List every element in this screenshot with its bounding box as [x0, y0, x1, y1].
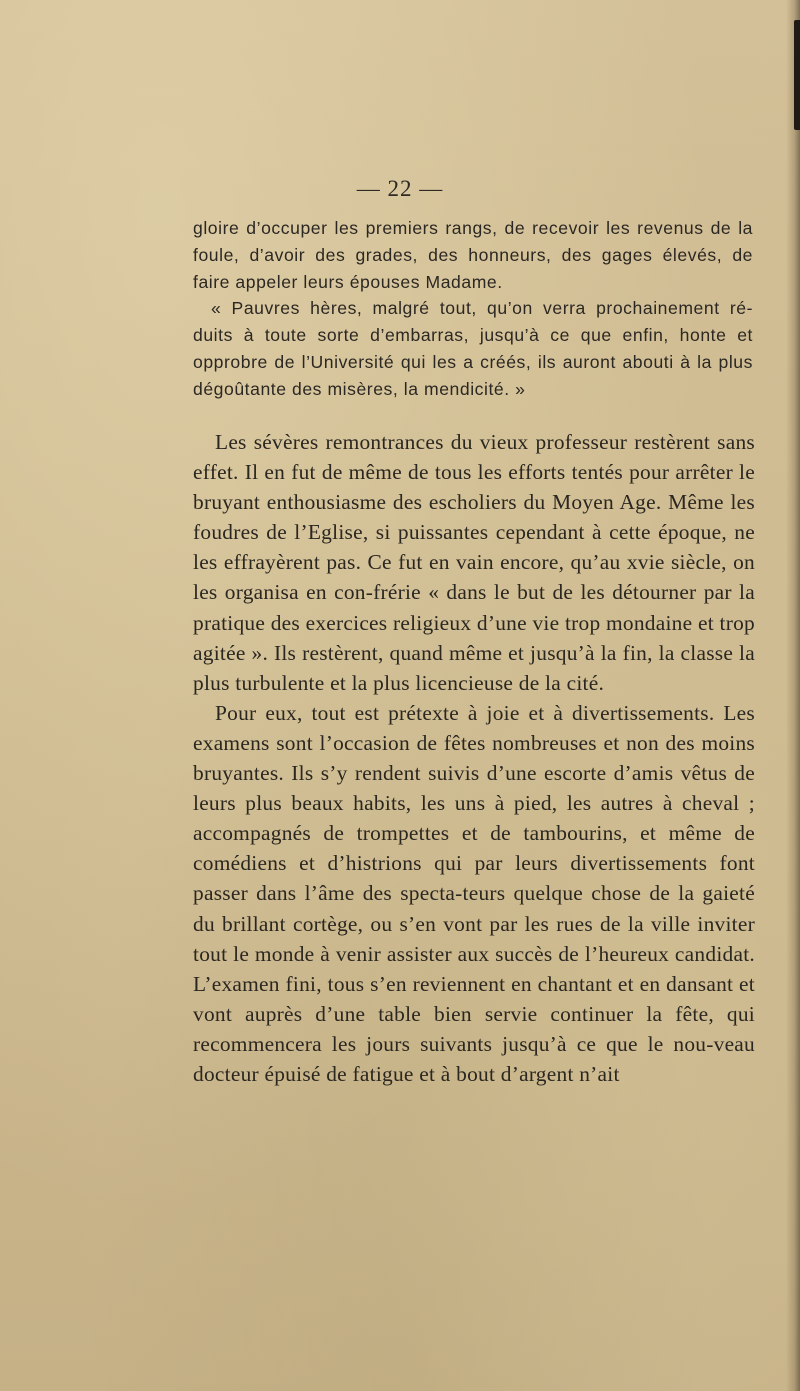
main-text	[193, 427, 755, 1089]
page-edge-shadow	[786, 0, 800, 1391]
quote-paragraph-1: gloire d’occuper les premiers rangs, de recevoir les revenus de la foule, d’avoir des grades, des honneurs, des gages élevés, de faire appeler leurs épouses Madame.	[193, 218, 753, 292]
body-paragraph-1: Les sévères remontrances du vieux professeur restèrent sans effet. Il en fut de même de tous les efforts tentés pour arrêter le bruyant enthousiasme des escholiers du Moyen Age. Même les foudres de l’Eglise, si puissantes cependant à cette époque, ne les effrayèrent pas. Ce fut en vain encore, qu’au xvie siècle, on les organisa en con-frérie « dans le but de les détourner par la pratique des exercices religieux d’une vie trop mondaine et trop agitée ». Ils restèrent, quand même et jusqu’à la fin, la classe la plus turbulente et la plus licencieuse de la cité.	[193, 430, 755, 695]
page-number: — 22 —	[356, 176, 444, 201]
body-paragraph-2: Pour eux, tout est prétexte à joie et à divertissements. Les examens sont l’occasion de fêtes nombreuses et non des moins bruyantes. Ils s’y rendent suivis d’une escorte d’amis vêtus de leurs plus beaux habits, les uns à pied, les autres à cheval ; accompagnés de trompettes et de tambourins, et même de comédiens et d’histrions qui par leurs divertissements font passer dans l’âme des specta-teurs quelque chose de la gaieté du brillant cortège, ou s’en vont par les rues de la ville inviter tout le monde à venir assister aux succès de l’heureux candidat. L’examen fini, tous s’en reviennent en chantant et en dansant et vont auprès d’une table bien servie continuer la fête, qui recommencera les jours suivants jusqu’à ce que le nou-veau docteur épuisé de fatigue et à bout d’argent n’ait	[193, 700, 755, 1086]
quote-block	[193, 215, 753, 403]
binding-mark	[794, 20, 800, 130]
quote-paragraph-2: « Pauvres hères, malgré tout, qu’on verra prochainement ré-duits à toute sorte d’embarras, jusqu’à ce que enfin, honte et opprobre de l’Université qui les a créés, ils auront abouti à la plus dégoûtante des misères, la mendicité. »	[193, 298, 753, 399]
